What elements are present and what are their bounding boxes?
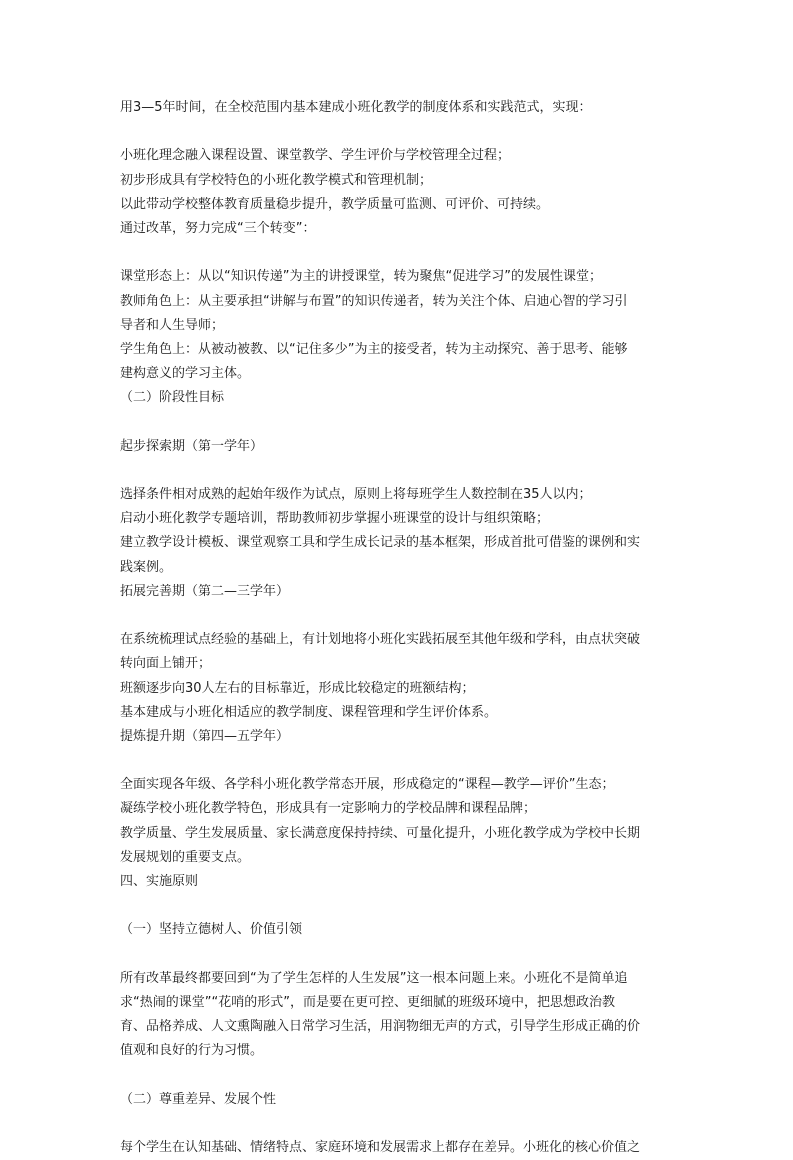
text-line: 班额逐步向30人左右的目标靠近，形成比较稳定的班额结构； bbox=[120, 680, 475, 696]
text-line: 转向面上铺开； bbox=[120, 656, 212, 672]
text-line: 建立教学设计模板、课堂观察工具和学生成长记录的基本框架，形成首批可借鉴的课例和实 bbox=[120, 535, 641, 551]
text-line: 发展规划的重要支点。 bbox=[120, 849, 251, 865]
text-line: （二）阶段性目标 bbox=[120, 390, 225, 406]
text-line: 凝练学校小班化教学特色，形成具有一定影响力的学校品牌和课程品牌； bbox=[120, 801, 537, 817]
text-line: 课堂形态上：从以“知识传递”为主的讲授课堂，转为聚焦“促进学习”的发展性课堂； bbox=[120, 269, 602, 285]
text-line: （一）坚持立德树人、价值引领 bbox=[120, 922, 303, 938]
blank-line bbox=[120, 604, 680, 628]
text-line: 启动小班化教学专题培训，帮助教师初步掌握小班课堂的设计与组织策略； bbox=[120, 511, 550, 527]
text-line: 践案例。 bbox=[120, 559, 173, 575]
text-line: 提炼提升期（第四—五学年） bbox=[120, 728, 290, 744]
blank-line bbox=[120, 894, 680, 918]
text-line: 小班化理念融入课程设置、课堂教学、学生评价与学校管理全过程； bbox=[120, 148, 511, 164]
text-line: 值观和良好的行为习惯。 bbox=[120, 1043, 264, 1059]
blank-line bbox=[120, 120, 680, 144]
text-line: 育、品格养成、人文熏陶融入日常学习生活，用润物细无声的方式，引导学生形成正确的价 bbox=[120, 1019, 641, 1035]
text-line: 以此带动学校整体教育质量稳步提升，教学质量可监测、可评价、可持续。 bbox=[120, 196, 550, 212]
text-line: 选择条件相对成熟的起始年级作为试点，原则上将每班学生人数控制在35人以内； bbox=[120, 487, 592, 502]
blank-line bbox=[120, 459, 680, 483]
blank-line bbox=[120, 241, 680, 265]
text-line: 教师角色上：从主要承担“讲解与布置”的知识传递者，转为关注个体、启迪心智的学习引 bbox=[120, 293, 628, 309]
text-line: 基本建成与小班化相适应的教学制度、课程管理和学生评价体系。 bbox=[120, 704, 498, 720]
blank-line bbox=[120, 1064, 680, 1088]
text-line: 通过改革，努力完成“三个转变”： bbox=[120, 220, 316, 236]
text-line: 所有改革最终都要回到“为了学生怎样的人生发展”这一根本问题上来。小班化不是简单追 bbox=[120, 970, 628, 986]
blank-line bbox=[120, 749, 680, 773]
text-line: 导者和人生导师； bbox=[120, 317, 225, 333]
blank-line bbox=[120, 943, 680, 967]
text-line: 全面实现各年级、各学科小班化教学常态开展，形成稳定的“课程—教学—评价”生态； bbox=[120, 777, 615, 793]
text-line: 四、实施原则 bbox=[120, 874, 199, 889]
text-line: 在系统梳理试点经验的基础上，有计划地将小班化实践拓展至其他年级和学科，由点状突破 bbox=[120, 632, 641, 648]
text-line: 初步形成具有学校特色的小班化教学模式和管理机制； bbox=[120, 172, 433, 188]
document-body bbox=[120, 96, 680, 1160]
text-line: （二）尊重差异、发展个性 bbox=[120, 1091, 277, 1107]
text-line: 拓展完善期（第二—三学年） bbox=[120, 583, 290, 599]
text-line: 每个学生在认知基础、情绪特点、家庭环境和发展需求上都存在差异。小班化的核心价值之 bbox=[120, 1140, 641, 1156]
blank-line bbox=[120, 1112, 680, 1136]
text-line: 教学质量、学生发展质量、家长满意度保持持续、可量化提升，小班化教学成为学校中长期 bbox=[120, 825, 641, 841]
text-line: 建构意义的学习主体。 bbox=[120, 366, 251, 382]
text-line: 求“热闹的课堂”“花哨的形式”，而是要在更可控、更细腻的班级环境中，把思想政治教 bbox=[120, 994, 615, 1010]
text-line: 学生角色上：从被动被教、以“记住多少”为主的接受者，转为主动探究、善于思考、能够 bbox=[120, 341, 628, 357]
blank-line bbox=[120, 410, 680, 434]
text-line: 用3—5年时间，在全校范围内基本建成小班化教学的制度体系和实践范式，实现： bbox=[120, 100, 592, 115]
text-line: 起步探索期（第一学年） bbox=[120, 438, 264, 454]
